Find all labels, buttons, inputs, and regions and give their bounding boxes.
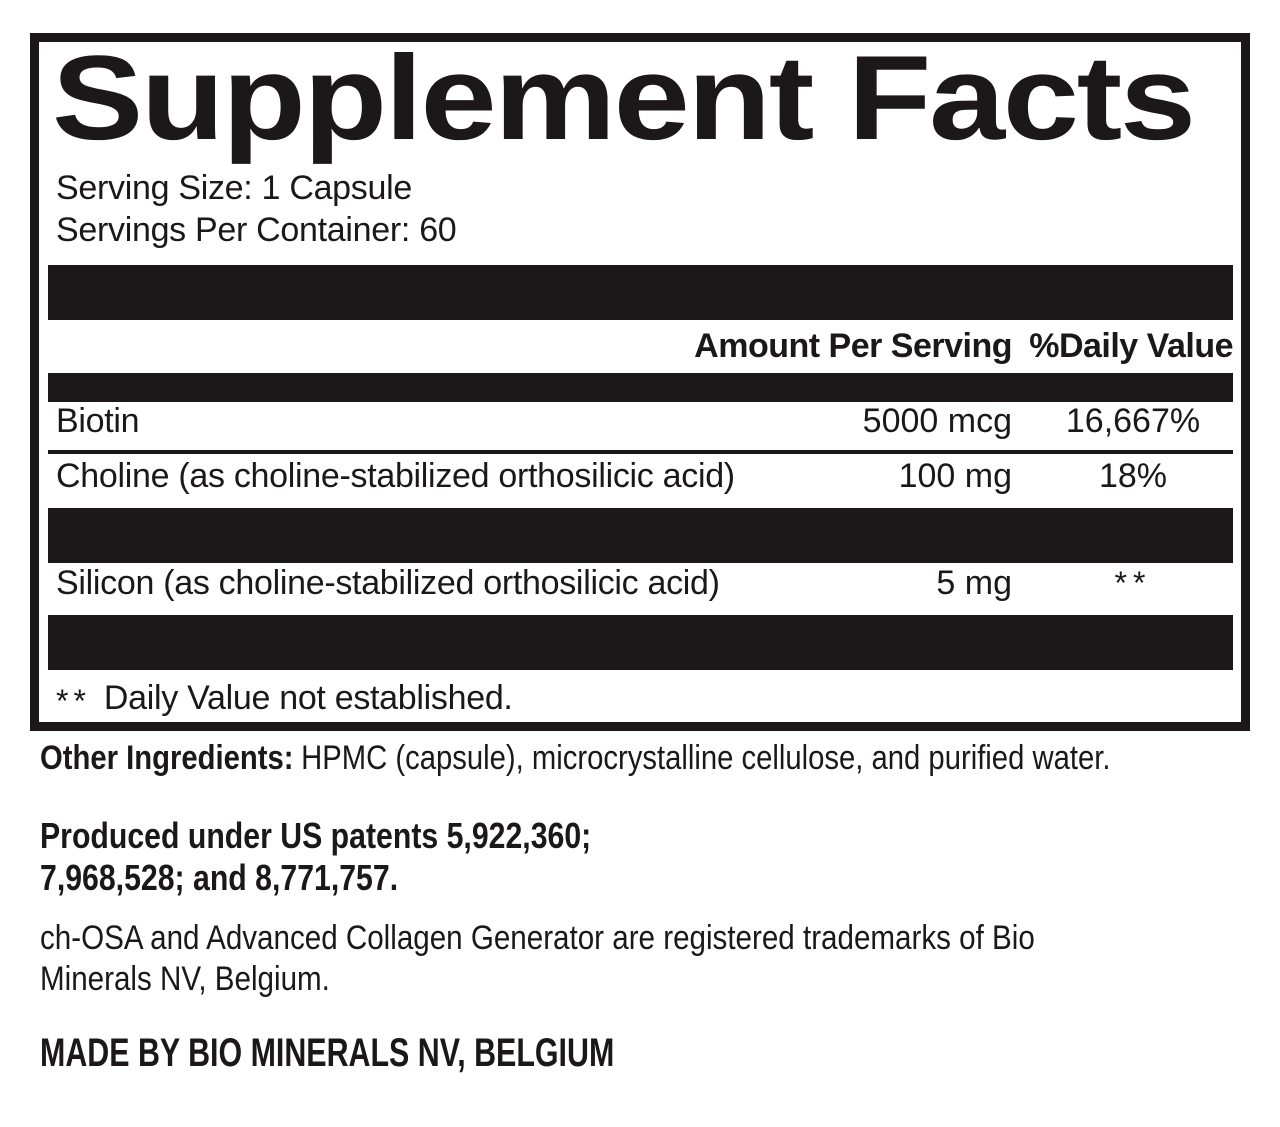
nutrient-row-choline <box>48 456 1233 496</box>
patents-line-1: Produced under US patents 5,922,360; <box>40 815 592 856</box>
nutrient-name: Biotin <box>56 402 140 440</box>
amount-per-serving-header: Amount Per Serving <box>694 327 1012 365</box>
trademark-paragraph <box>40 918 1035 1000</box>
patents-line-2: 7,968,528; and 8,771,757. <box>40 857 399 898</box>
nutrient-name: Silicon (as choline-stabilized orthosilicic acid) <box>56 564 720 602</box>
separator-bar-middle <box>48 508 1233 563</box>
nutrient-row-silicon <box>48 563 1233 603</box>
trademark-line-1: ch-OSA and Advanced Collagen Generator are registered trademarks of Bio <box>40 919 1035 957</box>
patents-paragraph <box>40 815 591 899</box>
nutrient-daily-value-asterisks: ** <box>1114 565 1152 601</box>
servings-per-container-text: Servings Per Container: 60 <box>56 211 457 249</box>
separator-bar-top <box>48 265 1233 320</box>
serving-size-text: Serving Size: 1 Capsule <box>56 169 412 207</box>
panel-title: Supplement Facts <box>52 31 1194 165</box>
nutrient-daily-value: 16,667% <box>1065 402 1201 440</box>
facts-panel <box>30 33 1250 731</box>
footnote <box>56 678 513 718</box>
column-headers <box>48 326 1233 366</box>
row-divider <box>48 450 1233 454</box>
other-ingredients-paragraph <box>40 738 1110 778</box>
other-ingredients-text: HPMC (capsule), microcrystalline cellulose, and purified water. <box>301 739 1111 777</box>
nutrient-amount: 100 mg <box>898 457 1012 495</box>
nutrient-name: Choline (as choline-stabilized orthosilicic acid) <box>56 457 735 495</box>
nutrient-row-biotin <box>48 401 1233 441</box>
nutrient-amount: 5000 mcg <box>862 402 1012 440</box>
trademark-line-2: Minerals NV, Belgium. <box>40 960 330 998</box>
nutrient-amount: 5 mg <box>936 564 1012 602</box>
other-ingredients-label: Other Ingredients: <box>40 739 294 777</box>
daily-value-header: %Daily Value <box>1029 327 1233 365</box>
footnote-asterisks: ** <box>56 683 91 719</box>
footnote-text: Daily Value not established. <box>103 679 513 717</box>
made-by-text: MADE BY BIO MINERALS NV, BELGIUM <box>40 1031 615 1075</box>
separator-bar-bottom <box>48 615 1233 670</box>
nutrient-daily-value: 18% <box>1098 457 1168 495</box>
separator-bar-header <box>48 373 1233 402</box>
